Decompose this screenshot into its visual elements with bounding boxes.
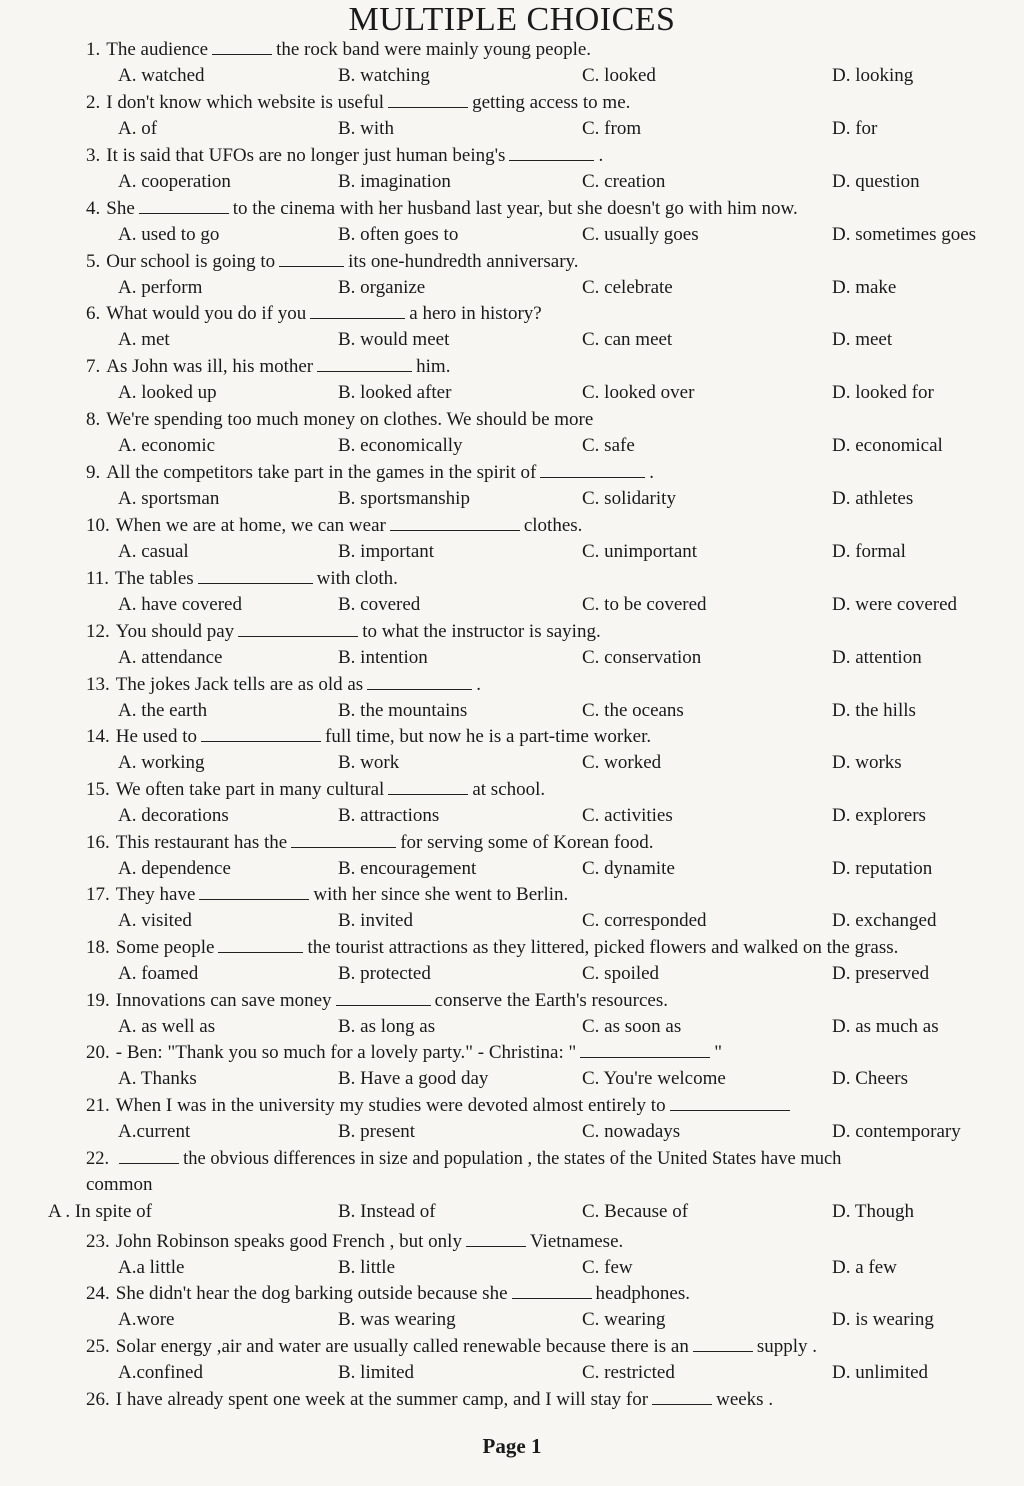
- question-number: 4.: [86, 198, 101, 219]
- answer-option-c[interactable]: C. looked: [582, 65, 656, 86]
- answer-option-b[interactable]: B. with: [338, 118, 394, 139]
- question-number: 14.: [86, 726, 110, 747]
- answer-option-d[interactable]: D. question: [832, 171, 920, 192]
- question-text: for serving some of Korean food.: [400, 832, 654, 853]
- answer-option-d[interactable]: D. Though: [832, 1201, 914, 1222]
- answer-blank: [291, 831, 396, 848]
- question-text: .: [598, 145, 604, 166]
- answer-option-a[interactable]: A. working: [118, 752, 205, 773]
- question-number: 16.: [86, 832, 110, 853]
- answer-option-d[interactable]: D. athletes: [832, 488, 914, 509]
- answer-option-a[interactable]: A. watched: [118, 65, 205, 86]
- answer-option-d[interactable]: D. unlimited: [832, 1362, 929, 1383]
- answer-option-d[interactable]: D. Cheers: [832, 1068, 908, 1089]
- question-text: full time, but now he is a part-time worker.: [325, 726, 652, 747]
- answer-option-a[interactable]: A. decorations: [118, 805, 229, 826]
- question-number: 23.: [86, 1231, 110, 1252]
- answer-blank: [693, 1335, 753, 1352]
- answer-option-b[interactable]: B. watching: [338, 65, 430, 86]
- question-text: You should pay: [115, 621, 235, 642]
- answer-option-a[interactable]: A. visited: [118, 910, 192, 931]
- question-number: 21.: [86, 1095, 110, 1116]
- answer-option-b[interactable]: B. as long as: [338, 1016, 436, 1037]
- answer-option-b[interactable]: B. important: [338, 541, 435, 562]
- answer-option-b[interactable]: B. present: [338, 1121, 416, 1142]
- answer-option-d[interactable]: D. make: [832, 277, 897, 298]
- answer-option-b[interactable]: B. invited: [338, 910, 413, 931]
- question-text: This restaurant has the: [115, 832, 288, 853]
- question-stem: [86, 725, 651, 749]
- answer-option-d[interactable]: D. the hills: [832, 700, 916, 721]
- question-text: What would you do if you: [106, 303, 307, 324]
- answer-option-b[interactable]: B. sportsmanship: [338, 488, 470, 509]
- answer-option-c[interactable]: C. unimportant: [582, 541, 698, 562]
- answer-option-a[interactable]: A. casual: [118, 541, 189, 562]
- answer-option-c[interactable]: C. worked: [582, 752, 662, 773]
- answer-option-c[interactable]: C. can meet: [582, 329, 673, 350]
- question-stem: [86, 1041, 722, 1065]
- question-text: It is said that UFOs are no longer just human being's: [106, 145, 506, 166]
- question-text: I don't know which website is useful: [106, 92, 385, 113]
- answer-blank: [388, 91, 468, 108]
- question-number: 24.: [86, 1283, 110, 1304]
- question-text: All the competitors take part in the games in the spirit of: [106, 462, 537, 483]
- question-stem: [86, 831, 654, 855]
- question-number: 11.: [86, 568, 110, 589]
- question-number: 15.: [86, 779, 110, 800]
- answer-option-b[interactable]: B. organize: [338, 277, 426, 298]
- question-text: When we are at home, we can wear: [115, 515, 386, 536]
- answer-option-d[interactable]: D. for: [832, 118, 878, 139]
- question-stem: [86, 1094, 794, 1118]
- question-text: ": [714, 1042, 723, 1063]
- answer-option-c[interactable]: C. dynamite: [582, 858, 675, 879]
- answer-option-a[interactable]: A.a little: [118, 1257, 185, 1278]
- question-text: Innovations can save money: [115, 990, 332, 1011]
- question-text: to the cinema with her husband last year, but she doesn't go with him now.: [232, 198, 798, 219]
- question-text: him.: [416, 356, 451, 377]
- answer-option-d[interactable]: D. exchanged: [832, 910, 937, 931]
- answer-option-c[interactable]: C. solidarity: [582, 488, 676, 509]
- answer-option-a[interactable]: A.current: [118, 1121, 191, 1142]
- answer-option-b[interactable]: B. little: [338, 1257, 395, 1278]
- question-text: Vietnamese.: [529, 1231, 624, 1252]
- page-footer: Page 1: [482, 1434, 542, 1458]
- answer-option-d[interactable]: D. as much as: [832, 1016, 939, 1037]
- question-number: 12.: [86, 621, 110, 642]
- question-text: the rock band were mainly young people.: [276, 39, 592, 60]
- answer-option-a[interactable]: A. dependence: [118, 858, 231, 879]
- question-number: 7.: [86, 356, 101, 377]
- question-text: the obvious differences in size and population , the states of the United States have much: [183, 1149, 842, 1169]
- question-number: 17.: [86, 884, 110, 905]
- question-stem: [86, 1388, 773, 1412]
- answer-option-a[interactable]: A. foamed: [118, 963, 199, 984]
- answer-option-d[interactable]: D. formal: [832, 541, 906, 562]
- answer-option-a[interactable]: A. used to go: [118, 224, 220, 245]
- question-text: He used to: [115, 726, 198, 747]
- question-number: 25.: [86, 1336, 110, 1357]
- question-stem: [86, 408, 593, 432]
- question-text-continued: common: [86, 1174, 153, 1195]
- answer-option-b[interactable]: B. economically: [338, 435, 463, 456]
- question-stem: [86, 514, 582, 538]
- question-number: 6.: [86, 303, 101, 324]
- answer-option-d[interactable]: D. explorers: [832, 805, 926, 826]
- answer-option-b[interactable]: B. would meet: [338, 329, 450, 350]
- question-text: Our school is going to: [106, 251, 276, 272]
- question-number: 9.: [86, 462, 101, 483]
- answer-option-a[interactable]: A. looked up: [118, 382, 217, 403]
- answer-blank: [218, 936, 303, 953]
- answer-blank: [201, 725, 321, 742]
- question-number: 13.: [86, 674, 110, 695]
- answer-blank: [390, 514, 520, 531]
- question-number: 8.: [86, 409, 101, 430]
- answer-option-d[interactable]: D. is wearing: [832, 1309, 934, 1330]
- question-stem: [86, 1230, 623, 1254]
- question-number: 2.: [86, 92, 101, 113]
- answer-blank: [540, 461, 645, 478]
- question-text: I have already spent one week at the summer camp, and I will stay for: [115, 1389, 649, 1410]
- answer-option-c[interactable]: C. as soon as: [582, 1016, 682, 1037]
- question-text: with cloth.: [316, 568, 398, 589]
- question-number: 26.: [86, 1389, 110, 1410]
- answer-option-d[interactable]: D. attention: [832, 647, 922, 668]
- answer-option-b[interactable]: B. covered: [338, 594, 421, 615]
- question-number: 3.: [86, 145, 101, 166]
- question-text: to what the instructor is saying.: [362, 621, 601, 642]
- answer-option-b[interactable]: B. limited: [338, 1362, 414, 1383]
- question-stem: [86, 936, 898, 960]
- answer-option-d[interactable]: D. preserved: [832, 963, 930, 984]
- answer-option-c[interactable]: C. the oceans: [582, 700, 684, 721]
- answer-option-c[interactable]: C. celebrate: [582, 277, 673, 298]
- answer-option-a[interactable]: A.confined: [118, 1362, 203, 1383]
- answer-option-b[interactable]: B. often goes to: [338, 224, 459, 245]
- answer-option-c[interactable]: C. looked over: [582, 382, 695, 403]
- question-number: 1.: [86, 39, 101, 60]
- answer-option-b[interactable]: B. encouragement: [338, 858, 477, 879]
- question-text: When I was in the university my studies were devoted almost entirely to: [115, 1095, 666, 1116]
- question-text: She: [106, 198, 135, 219]
- answer-blank: [279, 250, 344, 267]
- answer-option-a[interactable]: A. sportsman: [118, 488, 220, 509]
- answer-blank: [199, 883, 309, 900]
- page-title: MULTIPLE CHOICES: [348, 1, 676, 38]
- question-number: 5.: [86, 251, 101, 272]
- answer-option-c[interactable]: C. spoiled: [582, 963, 660, 984]
- question-text: its one-hundredth anniversary.: [348, 251, 579, 272]
- answer-blank: [367, 673, 472, 690]
- answer-option-a[interactable]: A. economic: [118, 435, 216, 456]
- answer-option-b[interactable]: B. Instead of: [338, 1201, 436, 1222]
- answer-option-d[interactable]: D. meet: [832, 329, 893, 350]
- answer-option-b[interactable]: B. intention: [338, 647, 428, 668]
- answer-blank: [198, 567, 313, 584]
- question-stem: [86, 883, 568, 907]
- question-text: - Ben: "Thank you so much for a lovely party." - Christina: ": [115, 1042, 577, 1063]
- answer-option-d[interactable]: D. looking: [832, 65, 914, 86]
- question-text: Some people: [115, 937, 215, 958]
- question-text: We often take part in many cultural: [115, 779, 385, 800]
- answer-option-b[interactable]: B. imagination: [338, 171, 451, 192]
- question-text: headphones.: [595, 1283, 690, 1304]
- question-stem: [86, 567, 398, 591]
- question-number: 19.: [86, 990, 110, 1011]
- answer-blank: [512, 1282, 592, 1299]
- question-stem: [86, 1335, 817, 1359]
- answer-blank: [310, 302, 405, 319]
- answer-option-d[interactable]: D. were covered: [832, 594, 958, 615]
- question-stem: [86, 302, 542, 326]
- answer-option-c[interactable]: C. wearing: [582, 1309, 666, 1330]
- answer-option-d[interactable]: D. reputation: [832, 858, 933, 879]
- answer-option-a[interactable]: A. cooperation: [118, 171, 231, 192]
- answer-option-c[interactable]: C. nowadays: [582, 1121, 681, 1142]
- question-stem: [86, 1282, 690, 1306]
- answer-option-b[interactable]: B. the mountains: [338, 700, 468, 721]
- answer-option-b[interactable]: B. attractions: [338, 805, 440, 826]
- question-stem: [86, 144, 603, 168]
- answer-option-b[interactable]: B. was wearing: [338, 1309, 456, 1330]
- answer-option-c[interactable]: C. You're welcome: [582, 1068, 726, 1089]
- answer-option-c[interactable]: C. few: [582, 1257, 633, 1278]
- question-text: .: [476, 674, 481, 695]
- answer-option-d[interactable]: D. a few: [832, 1257, 897, 1278]
- question-stem: [86, 673, 481, 697]
- question-stem: [86, 197, 798, 221]
- question-text: a hero in history?: [409, 303, 542, 324]
- answer-option-d[interactable]: D. sometimes goes: [832, 224, 977, 245]
- answer-blank: [139, 197, 229, 214]
- question-text: They have: [115, 884, 196, 905]
- answer-blank: [388, 778, 468, 795]
- answer-option-a[interactable]: A. Thanks: [118, 1068, 197, 1089]
- answer-option-c[interactable]: C. from: [582, 118, 642, 139]
- question-text: conserve the Earth's resources.: [434, 990, 668, 1011]
- answer-blank: [119, 1147, 179, 1164]
- answer-option-c[interactable]: C. Because of: [582, 1201, 689, 1222]
- question-stem: [86, 38, 591, 62]
- question-number: 18.: [86, 937, 110, 958]
- question-stem: [86, 355, 450, 379]
- answer-option-a[interactable]: A. met: [118, 329, 170, 350]
- answer-option-b[interactable]: B. Have a good day: [338, 1068, 489, 1089]
- question-text: John Robinson speaks good French , but only: [115, 1231, 462, 1252]
- answer-option-c[interactable]: C. conservation: [582, 647, 702, 668]
- answer-option-c[interactable]: C. usually goes: [582, 224, 699, 245]
- answer-blank: [238, 620, 358, 637]
- question-stem: [86, 250, 579, 274]
- answer-option-a[interactable]: A.wore: [118, 1309, 175, 1330]
- answer-option-a[interactable]: A . In spite of: [48, 1201, 152, 1222]
- answer-blank: [466, 1230, 526, 1247]
- question-stem: [86, 778, 545, 802]
- question-text: As John was ill, his mother: [106, 356, 314, 377]
- answer-option-a[interactable]: A. have covered: [118, 594, 242, 615]
- question-text: at school.: [472, 779, 546, 800]
- answer-option-b[interactable]: B. work: [338, 752, 400, 773]
- answer-option-b[interactable]: B. looked after: [338, 382, 452, 403]
- answer-blank: [336, 989, 431, 1006]
- question-text: She didn't hear the dog barking outside because she: [115, 1283, 508, 1304]
- question-text: .: [649, 462, 655, 483]
- answer-blank: [652, 1388, 712, 1405]
- answer-option-c[interactable]: C. corresponded: [582, 910, 707, 931]
- question-text: getting access to me.: [472, 92, 631, 113]
- question-text: The tables: [115, 568, 194, 589]
- question-stem: [86, 989, 668, 1013]
- question-stem: [86, 620, 601, 644]
- answer-option-d[interactable]: D. contemporary: [832, 1121, 961, 1142]
- question-text: The jokes Jack tells are as old as: [115, 674, 364, 695]
- question-number: 10.: [86, 515, 110, 536]
- question-text: Solar energy ,air and water are usually called renewable because there is an: [115, 1336, 689, 1357]
- answer-option-c[interactable]: C. safe: [582, 435, 635, 456]
- question-stem: [86, 91, 630, 115]
- question-text: supply .: [756, 1336, 818, 1357]
- question-stem: [86, 461, 654, 485]
- question-number: 20.: [86, 1042, 110, 1063]
- question-number: 22.: [86, 1149, 110, 1169]
- question-text: with her since she went to Berlin.: [313, 884, 569, 905]
- answer-option-d[interactable]: D. looked for: [832, 382, 934, 403]
- answer-blank: [580, 1041, 710, 1058]
- answer-option-a[interactable]: A. perform: [118, 277, 203, 298]
- answer-blank: [317, 355, 412, 372]
- answer-option-d[interactable]: D. works: [832, 752, 902, 773]
- question-text: We're spending too much money on clothes. We should be more: [106, 409, 594, 430]
- question-text: the tourist attractions as they littered, picked flowers and walked on the grass.: [307, 937, 899, 958]
- answer-option-b[interactable]: B. protected: [338, 963, 431, 984]
- answer-blank: [670, 1094, 790, 1111]
- answer-option-c[interactable]: C. activities: [582, 805, 673, 826]
- answer-option-a[interactable]: A. as well as: [118, 1016, 216, 1037]
- answer-option-a[interactable]: A. attendance: [118, 647, 223, 668]
- answer-option-d[interactable]: D. economical: [832, 435, 943, 456]
- answer-option-c[interactable]: C. to be covered: [582, 594, 707, 615]
- answer-option-c[interactable]: C. creation: [582, 171, 666, 192]
- question-text: clothes.: [523, 515, 583, 536]
- question-text: weeks .: [716, 1389, 774, 1410]
- answer-blank: [509, 144, 594, 161]
- answer-option-a[interactable]: A. the earth: [118, 700, 208, 721]
- answer-blank: [212, 38, 272, 55]
- answer-option-a[interactable]: A. of: [118, 118, 158, 139]
- question-text: The audience: [106, 39, 209, 60]
- question-stem: [86, 1147, 841, 1171]
- answer-option-c[interactable]: C. restricted: [582, 1362, 675, 1383]
